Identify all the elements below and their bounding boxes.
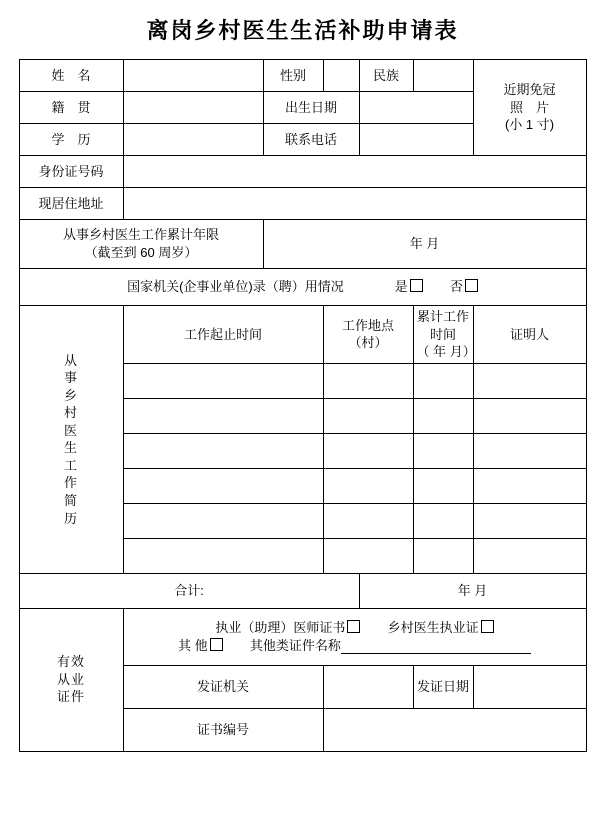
issue-date-label: 发证日期 (413, 665, 473, 708)
experience-cell-place[interactable] (323, 433, 413, 468)
experience-cell-total[interactable] (413, 468, 473, 503)
experience-total-label: 合计: (19, 573, 359, 608)
employment-no-label: 否 (449, 279, 463, 295)
license-doctor-label: 执业（助理）医师证书 (215, 620, 346, 636)
experience-header-work-period: 工作起止时间 (123, 306, 323, 364)
education-label: 学 历 (19, 124, 123, 156)
photo-label-line3: (小 1 寸) (504, 117, 555, 133)
ethnicity-label: 民族 (359, 60, 413, 92)
cert-number-label: 证书编号 (123, 708, 323, 751)
accumulated-years-label (19, 220, 263, 269)
id-number-label: 身份证号码 (19, 156, 123, 188)
experience-cell-total[interactable] (413, 398, 473, 433)
cert-number-value[interactable] (323, 708, 586, 751)
origin-label: 籍 贯 (19, 92, 123, 124)
issuer-label: 发证机关 (123, 665, 323, 708)
certificates-side-label-line1: 有效 (56, 654, 85, 670)
experience-side-label-6: 工 (63, 457, 78, 473)
experience-header-place-line2: （村） (348, 335, 388, 351)
experience-header-total-line2: （ 年 月） (416, 344, 476, 360)
origin-value[interactable] (123, 92, 263, 124)
experience-cell-place[interactable] (323, 363, 413, 398)
education-value[interactable] (123, 124, 263, 156)
experience-cell-witness[interactable] (473, 398, 586, 433)
table-row-accumulated-years (19, 220, 586, 269)
experience-cell-witness[interactable] (473, 363, 586, 398)
experience-side-label-1: 事 (63, 370, 78, 386)
experience-cell-witness[interactable] (473, 468, 586, 503)
experience-cell-place[interactable] (323, 398, 413, 433)
experience-side-label-4: 医 (63, 422, 78, 438)
other-cert-name-label: 其他类证件名称 (249, 637, 341, 653)
experience-cell-witness[interactable] (473, 433, 586, 468)
table-row-experience-total (19, 573, 586, 608)
experience-side-label-3: 村 (63, 405, 78, 421)
experience-header-total-line1: 累计工作时间 (416, 309, 469, 342)
name-label: 姓 名 (19, 60, 123, 92)
experience-side-label (19, 306, 123, 574)
village-doctor-label: 乡村医生执业证 (387, 620, 479, 636)
issuer-value[interactable] (323, 665, 413, 708)
page-title: 离岗乡村医生生活补助申请表 (146, 18, 459, 43)
experience-header-witness: 证明人 (473, 306, 586, 364)
experience-cell-witness[interactable] (473, 503, 586, 538)
table-row-certificate-types (19, 608, 586, 665)
experience-cell-place[interactable] (323, 468, 413, 503)
experience-header-place-line1: 工作地点 (341, 317, 394, 333)
photo-placeholder[interactable] (473, 60, 586, 156)
license-doctor-checkbox[interactable] (347, 620, 360, 633)
accumulated-years-label-line2: （截至到 60 周岁） (84, 245, 198, 260)
id-number-value[interactable] (123, 156, 586, 188)
phone-value[interactable] (359, 124, 473, 156)
accumulated-years-value[interactable]: 年 月 (263, 220, 586, 269)
other-cert-label: 其 他 (178, 637, 208, 653)
certificates-side-label-line2: 从业 (56, 671, 85, 687)
certificate-types-line2 (127, 637, 583, 655)
gender-value[interactable] (323, 60, 359, 92)
experience-cell-period[interactable] (123, 538, 323, 573)
employment-no-checkbox[interactable] (465, 279, 478, 292)
photo-label-line1: 近期免冠 (503, 82, 556, 98)
table-row-address (19, 188, 586, 220)
address-value[interactable] (123, 188, 586, 220)
table-row-experience-header (19, 306, 586, 364)
issue-date-value[interactable] (473, 665, 586, 708)
experience-cell-total[interactable] (413, 503, 473, 538)
experience-cell-total[interactable] (413, 433, 473, 468)
experience-header-total-time (413, 306, 476, 364)
other-cert-name-input[interactable] (341, 641, 531, 654)
employment-yes-checkbox[interactable] (410, 279, 423, 292)
experience-cell-period[interactable] (123, 398, 323, 433)
experience-side-label-8: 简 (63, 492, 78, 508)
experience-cell-witness[interactable] (473, 538, 586, 573)
experience-cell-total[interactable] (413, 363, 473, 398)
certificate-types-cell (123, 608, 586, 665)
village-doctor-checkbox[interactable] (481, 620, 494, 633)
table-row-id-number (19, 156, 586, 188)
accumulated-years-label-line1: 从事乡村医生工作累计年限 (62, 227, 219, 243)
experience-cell-period[interactable] (123, 503, 323, 538)
experience-header-place (323, 306, 413, 364)
certificates-side-label-line3: 证件 (56, 689, 85, 705)
certificates-side-label (19, 608, 123, 751)
phone-label: 联系电话 (263, 124, 359, 156)
employment-yes-label: 是 (394, 279, 408, 295)
other-cert-checkbox[interactable] (210, 638, 223, 651)
experience-cell-period[interactable] (123, 468, 323, 503)
experience-cell-place[interactable] (323, 538, 413, 573)
experience-cell-period[interactable] (123, 363, 323, 398)
form-page (0, 14, 605, 818)
experience-side-label-5: 生 (63, 440, 78, 456)
experience-side-label-0: 从 (63, 352, 78, 368)
gender-label: 性别 (263, 60, 323, 92)
experience-total-value[interactable]: 年 月 (359, 573, 586, 608)
table-row-employment-status (19, 269, 586, 306)
experience-cell-total[interactable] (413, 538, 473, 573)
employment-status-row (19, 269, 586, 306)
birth-date-value[interactable] (359, 92, 473, 124)
experience-side-label-9: 历 (63, 510, 78, 526)
table-row-name (19, 60, 586, 92)
employment-status-label: 国家机关(企事业单位)录（聘）用情况 (127, 279, 344, 295)
experience-side-label-2: 乡 (63, 387, 78, 403)
experience-cell-period[interactable] (123, 433, 323, 468)
photo-label-line2: 照 片 (509, 99, 549, 115)
certificate-types-line1 (127, 619, 583, 637)
application-form-table (19, 59, 587, 752)
experience-side-label-7: 作 (63, 475, 78, 491)
experience-cell-place[interactable] (323, 503, 413, 538)
name-value[interactable] (123, 60, 263, 92)
birth-date-label: 出生日期 (263, 92, 359, 124)
address-label: 现居住地址 (19, 188, 123, 220)
ethnicity-value[interactable] (413, 60, 473, 92)
